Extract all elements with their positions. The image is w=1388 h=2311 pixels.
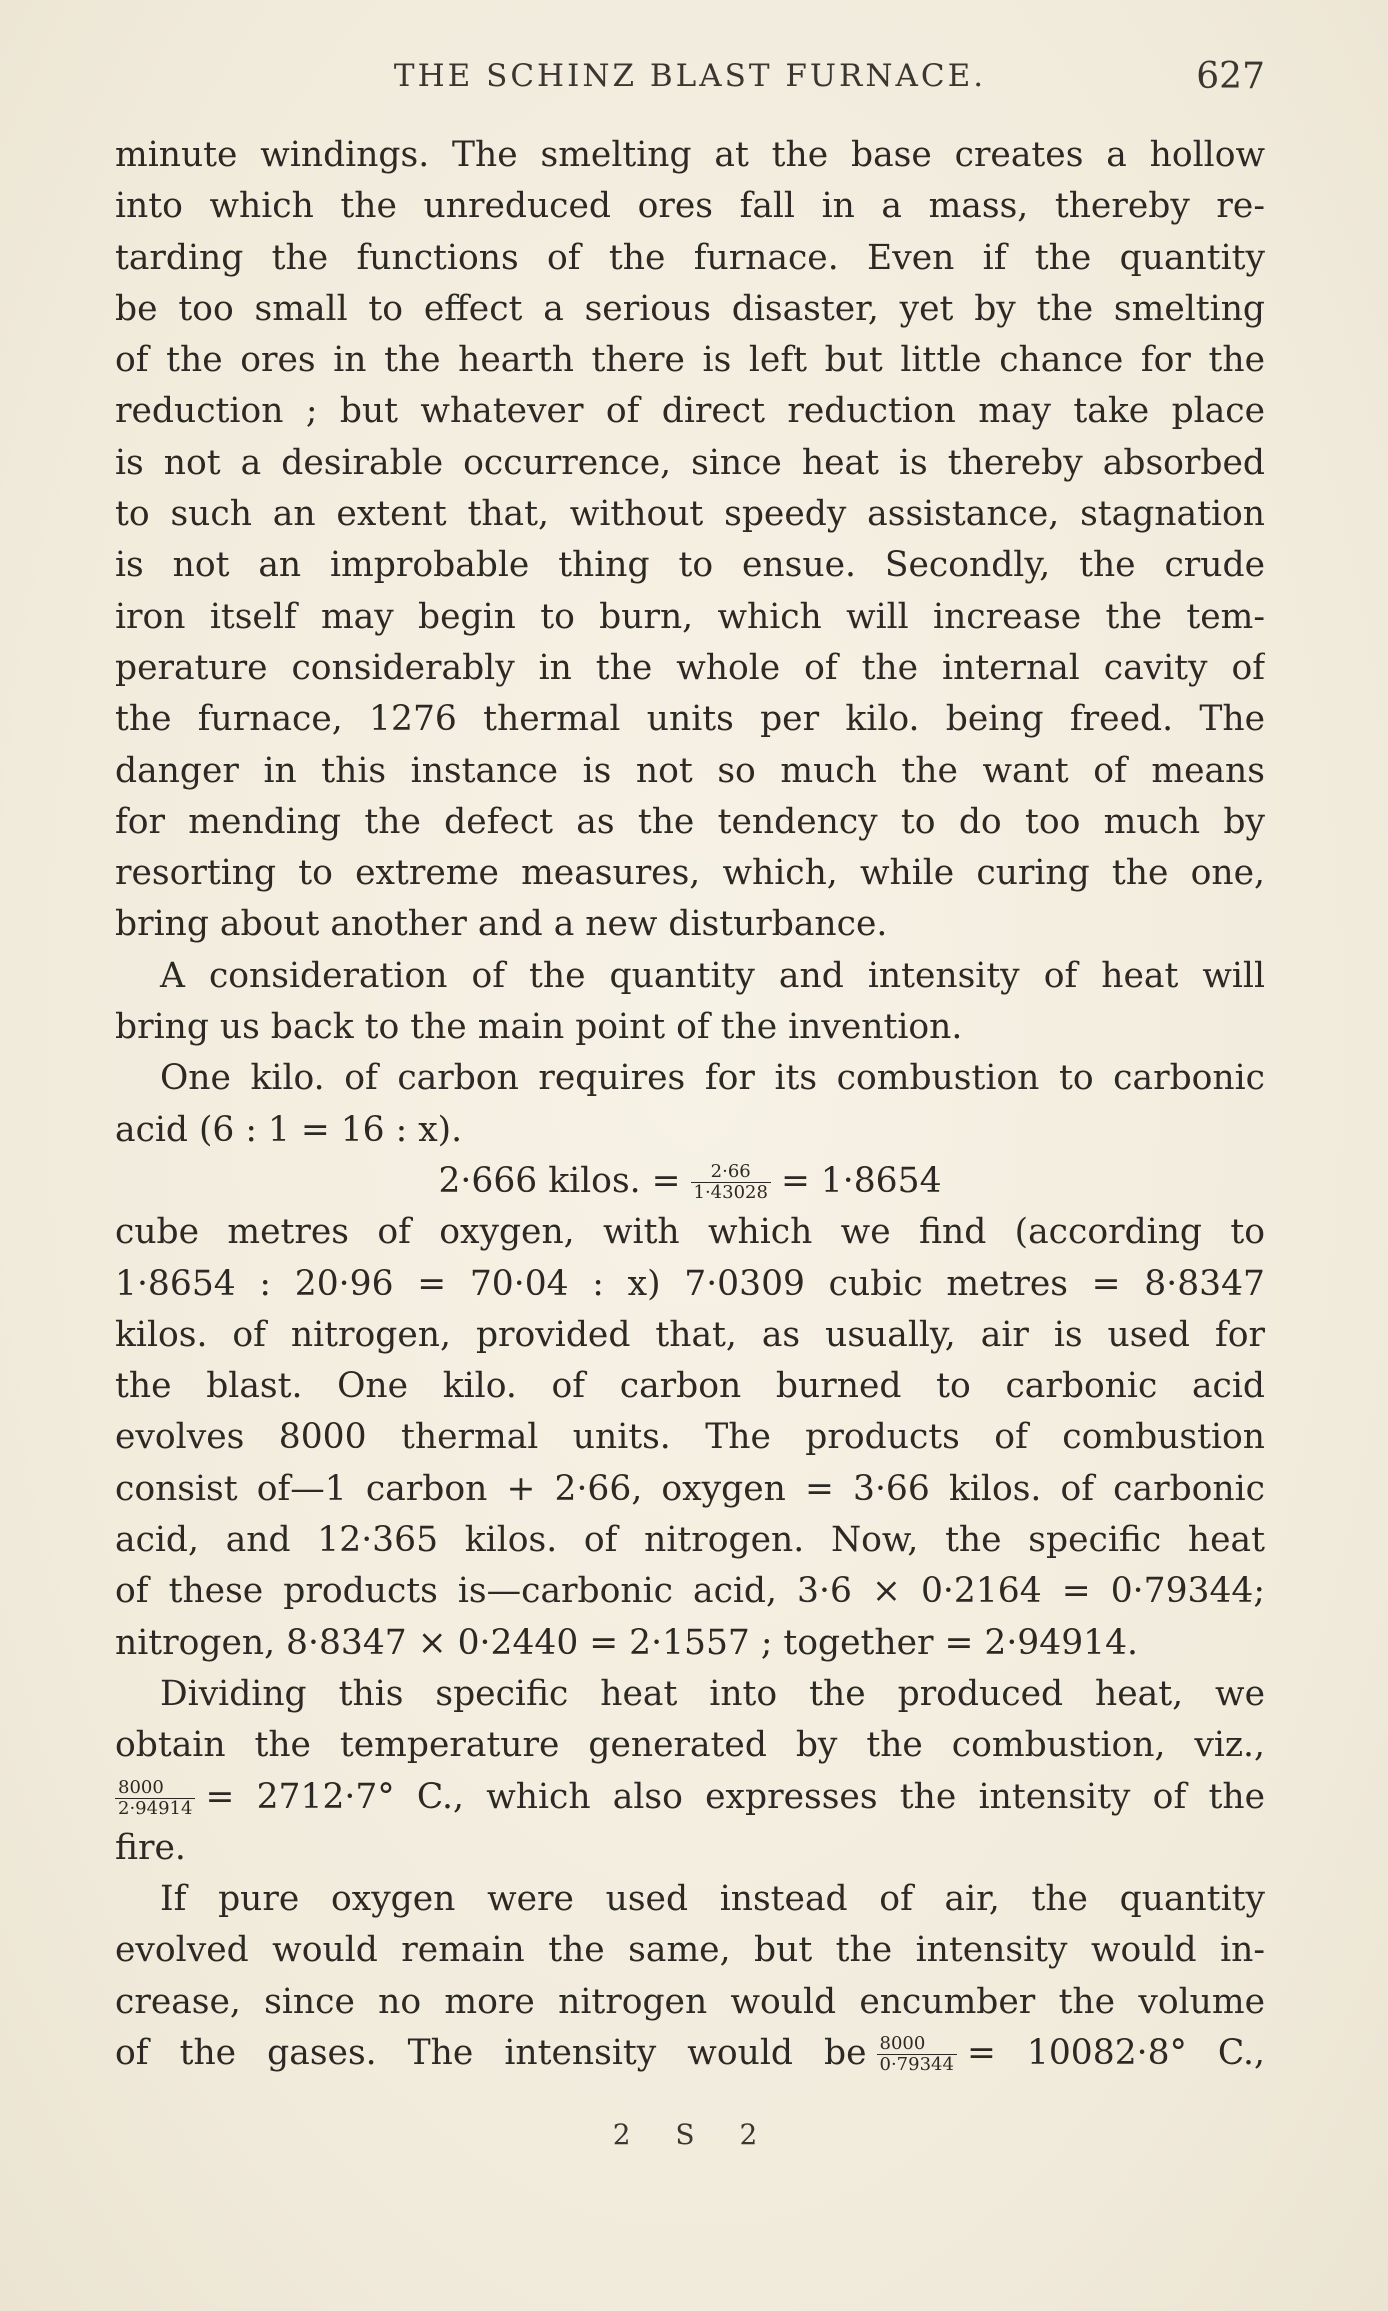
fraction-denominator: 0·79344 [879, 2053, 954, 2075]
signature-mark: 2 S 2 [612, 2118, 776, 2151]
equation-intensity-oxygen [115, 2028, 1265, 2079]
text-line: reduction ; but whatever of direct reduction may take place [115, 391, 1265, 432]
text-line: kilos. of nitrogen, provided that, as usually, air is used for [115, 1314, 1265, 1355]
fraction-denominator: 2·94914 [118, 1797, 193, 1819]
text-line: tarding the functions of the furnace. Even if the quantity [115, 237, 1265, 278]
text-line: of these products is—carbonic acid, 3·6 × 0·2164 = 0·79344; [115, 1571, 1265, 1612]
text-line: danger in this instance is not so much the want of means [115, 750, 1265, 791]
page-header [115, 58, 1265, 108]
text-line: of the ores in the hearth there is left but little chance for the [115, 340, 1265, 381]
fraction [877, 2034, 957, 2075]
text-line: for mending the defect as the tendency to do too much by [115, 801, 1265, 842]
text-line: the furnace, 1276 thermal units per kilo. being freed. The [115, 699, 1265, 740]
fraction [115, 1778, 195, 1819]
text-line: obtain the temperature generated by the combustion, viz., [115, 1725, 1265, 1766]
text-line: into which the unreduced ores fall in a mass, thereby re- [115, 186, 1265, 227]
text-line: is not an improbable thing to ensue. Secondly, the crude [115, 545, 1265, 586]
equation-intensity-air [115, 1772, 1265, 1823]
text-line: cube metres of oxygen, with which we find (according to [115, 1212, 1265, 1253]
text-line: A consideration of the quantity and intensity of heat will [160, 955, 1265, 996]
text-line: is not a desirable occurrence, since heat is thereby absorbed [115, 442, 1265, 483]
fraction [691, 1162, 771, 1203]
equation-right: = 1·8654 [780, 1160, 942, 1201]
text-line: evolved would remain the same, but the intensity would in- [115, 1930, 1265, 1971]
text-line: the blast. One kilo. of carbon burned to carbonic acid [115, 1366, 1265, 1407]
text-line: Dividing this specific heat into the produced heat, we [160, 1673, 1265, 1714]
text-line: minute windings. The smelting at the base creates a hollow [115, 135, 1265, 175]
text-line: nitrogen, 8·8347 × 0·2440 = 2·1557 ; together = 2·94914. [115, 1622, 1139, 1663]
fraction-denominator: 1·43028 [693, 1181, 768, 1203]
running-title: THE SCHINZ BLAST FURNACE. [393, 58, 987, 94]
text-line: crease, since no more nitrogen would encumber the volume [115, 1981, 1265, 2022]
text-line: bring us back to the main point of the invention. [115, 1007, 963, 1048]
text-line: consist of—1 carbon + 2·66, oxygen = 3·66 kilos. of carbonic [115, 1468, 1265, 1509]
text-line: evolves 8000 thermal units. The products of combustion [115, 1417, 1265, 1458]
fraction-numerator: 8000 [115, 1778, 195, 1799]
fraction-numerator: 2·66 [691, 1162, 771, 1183]
text-line: bring about another and a new disturbance. [115, 904, 888, 945]
text-line: perature considerably in the whole of the internal cavity of [115, 647, 1265, 688]
text-line: One kilo. of carbon requires for its combustion to carbonic [160, 1058, 1265, 1099]
text-line: resorting to extreme measures, which, while curing the one, [115, 853, 1265, 894]
text-line: acid, and 12·365 kilos. of nitrogen. Now, the specific heat [115, 1520, 1265, 1561]
equation-oxygen-volume [115, 1156, 1265, 1207]
text-line: acid (6 : 1 = 16 : x). [115, 1109, 463, 1150]
text-line: fire. [115, 1827, 186, 1868]
text-line: 1·8654 : 20·96 = 70·04 : x) 7·0309 cubic metres = 8·8347 [115, 1263, 1265, 1304]
page-number: 627 [1196, 56, 1265, 97]
equation-left: of the gases. The intensity would be [115, 2032, 867, 2073]
equation-right: = 2712·7° C., which also expresses the intensity of the [205, 1776, 1265, 1817]
text-line: to such an extent that, without speedy assistance, stagnation [115, 494, 1265, 535]
fraction-numerator: 8000 [877, 2034, 957, 2055]
equation-right: = 10082·8° C., [966, 2032, 1265, 2073]
body-text [115, 130, 1265, 2079]
text-line: be too small to effect a serious disaster, yet by the smelting [115, 288, 1265, 329]
text-line: iron itself may begin to burn, which will increase the tem- [115, 596, 1265, 637]
text-line: If pure oxygen were used instead of air, the quantity [160, 1879, 1265, 1920]
equation-left: 2·666 kilos. = [438, 1160, 681, 1201]
